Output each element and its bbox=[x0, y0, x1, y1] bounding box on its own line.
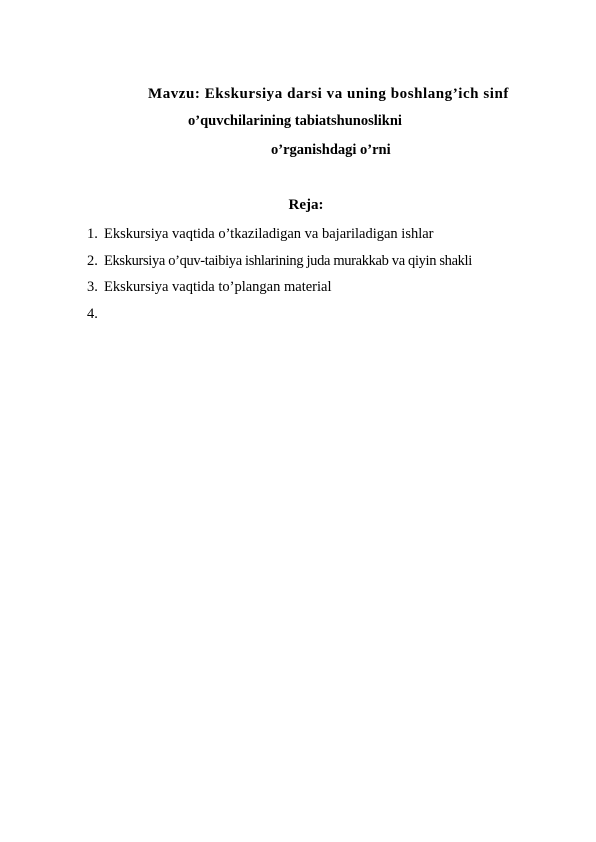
title-line-1: Mavzu: Ekskursiya darsi va uning boshlang’ich sinf bbox=[148, 86, 509, 102]
plan-list bbox=[87, 225, 472, 331]
plan-item bbox=[87, 305, 472, 332]
title-line-2: o’quvchilarining tabiatshunoslikni bbox=[188, 113, 402, 129]
plan-item-text: Ekskursiya vaqtida o’tkaziladigan va bajariladigan ishlar bbox=[104, 226, 434, 242]
plan-item bbox=[87, 252, 472, 279]
title-line-3: o’rganishdagi o’rni bbox=[271, 142, 391, 158]
plan-item-number: 4. bbox=[87, 305, 98, 322]
plan-item-number: 3. bbox=[87, 279, 98, 295]
plan-item bbox=[87, 225, 472, 252]
section-heading: Reja: bbox=[288, 197, 324, 213]
plan-item-text: Ekskursiya vaqtida to’plangan material bbox=[104, 279, 332, 295]
plan-item-number: 2. bbox=[87, 252, 98, 269]
plan-item-text: Ekskursiya o’quv-taibiya ishlarining juda murakkab va qiyin shakli bbox=[104, 252, 472, 269]
plan-item-number: 1. bbox=[87, 226, 98, 242]
plan-item bbox=[87, 278, 472, 305]
